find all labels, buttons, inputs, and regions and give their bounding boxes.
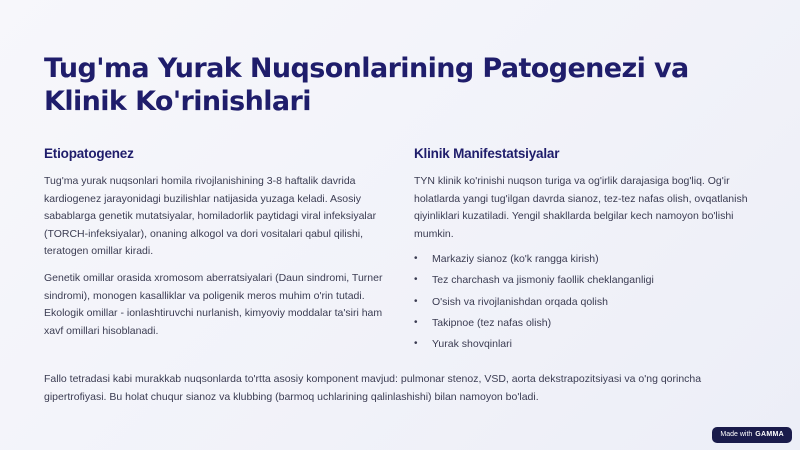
bullet-icon: • [414,338,418,350]
bullet-icon: • [414,316,418,328]
list-item: • Markaziy sianoz (ko'k rangga kirish) [414,253,599,265]
left-column-heading: Etiopatogenez [44,146,134,161]
badge-brand: GAMMA [755,431,784,438]
made-with-gamma-badge[interactable] [712,427,792,443]
right-column-heading: Klinik Manifestatsiyalar [414,146,560,161]
footer-paragraph: Fallo tetradasi kabi murakkab nuqsonlarda to'rtta asosiy komponent mavjud: pulmonar stenoz, VSD, aorta dekstrapozitsiyasi va o'ng qorincha gipertrofiyasi. Bu holat chuqur sianoz va klubbing (barmoq uchlarining qalinlashishi) bilan namoyon bo'ladi. [44,373,702,403]
list-item: • Takipnoe (tez nafas olish) [414,316,552,329]
bullet-icon: • [414,274,418,286]
list-item: • Yurak shovqinlari [414,338,512,351]
list-item: • Tez charchash va jismoniy faollik cheklanganligi [414,274,654,287]
bullet-icon: • [414,253,418,264]
left-paragraph-1: Tug'ma yurak nuqsonlari homila rivojlanishining 3-8 haftalik davrida kardiogenez jarayonidagi buzilishlar natijasida yuzaga keladi. Asosiy sabablarga genetik mutatsiyalar, homiladorlik paytidagi viral infeksiyalar (TORCH-infeksiyalar), onaning alkogol va dori vositalari qabul qilishi, teratogen omillar kiradi. [44,175,377,257]
slide-title: Tug'ma Yurak Nuqsonlarining Patogenezi va Klinik Ko'rinishlari [44,53,689,117]
symptom-list [414,252,774,358]
list-item: • O'sish va rivojlanishdan orqada qolish [414,295,608,308]
bullet-icon: • [414,295,418,307]
right-paragraph: TYN klinik ko'rinishi nuqson turiga va og'irlik darajasiga bog'liq. Og'ir holatlarda yangi tug'ilgan davrda sianoz, tez-tez nafas olish, ovqatlanish qiyinliklari kuzatiladi. Yengil shakllarda belgilar kech namoyon bo'lishi mumkin. [414,175,748,240]
badge-prefix: Made with [720,431,753,438]
left-paragraph-2: Genetik omillar orasida xromosom aberratsiyalari (Daun sindromi, Turner sindromi), monogen kasalliklar va poligenik meros muhim o'rin tutadi. Ekologik omillar - ionlashtiruvchi nurlanish, kimyoviy moddalar ta'siri ham xavf omillari hisoblanadi. [44,272,383,337]
